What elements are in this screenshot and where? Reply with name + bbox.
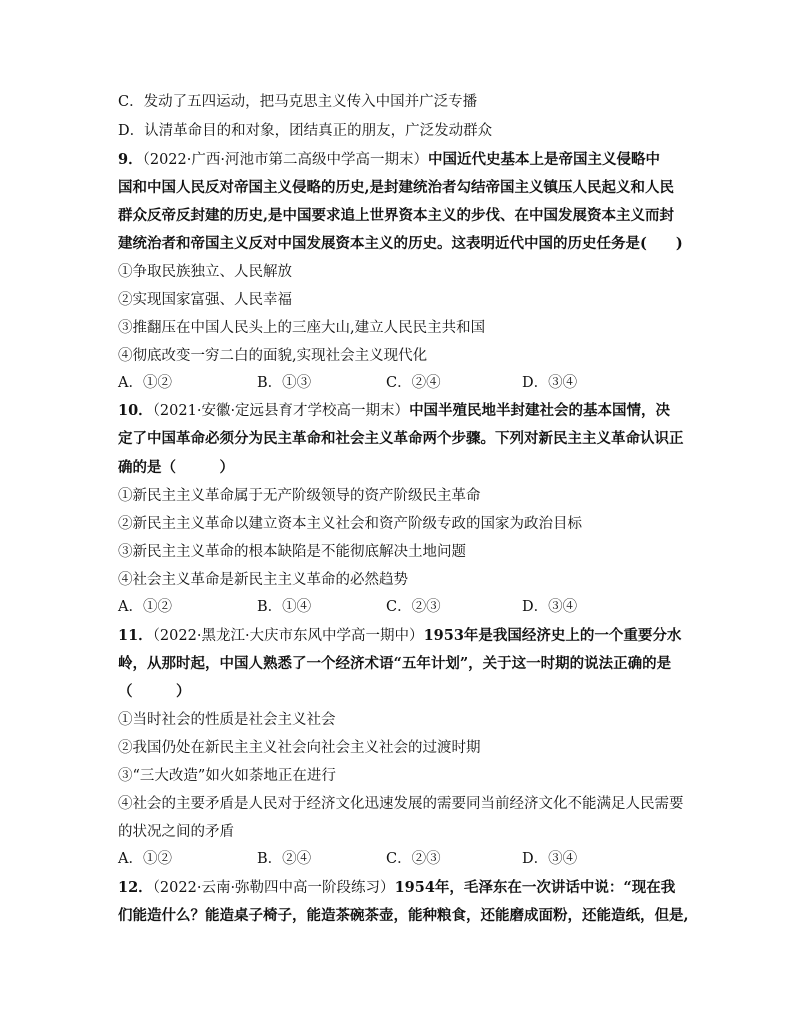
question-11-line-3: （ ） xyxy=(118,683,191,700)
question-9-item-2: ②实现国家富强、人民幸福 xyxy=(118,292,292,308)
question-11-line-2: 岭，从那时起，中国人熟悉了一个经济术语“五年计划”，关于这一时期的说法正确的是 xyxy=(118,655,672,672)
question-11-line-1 xyxy=(118,626,681,646)
question-11-option-c[interactable]: C．②③ xyxy=(386,851,441,867)
question-9-line-1 xyxy=(118,150,660,170)
question-10-number: 10． xyxy=(118,402,153,419)
question-12-text: 1954年，毛泽东在一次讲话中说：“现在我 xyxy=(394,879,676,896)
question-11-text: 1953年是我国经济史上的一个重要分水 xyxy=(423,627,682,644)
question-9-option-a[interactable]: A．①② xyxy=(118,375,172,391)
question-11-option-d[interactable]: D．③④ xyxy=(522,851,578,867)
question-11-number: 11． xyxy=(118,627,153,644)
question-9-text: 中国近代史基本上是帝国主义侵略中 xyxy=(427,151,660,168)
question-10-line-2: 定了中国革命必须分为民主革命和社会主义革命两个步骤。下列对新民主主义革命认识正 xyxy=(118,430,684,447)
question-10-text: 中国半殖民地半封建社会的基本国情，决 xyxy=(409,402,671,419)
prev-option-d: D．认清革命目的和对象，团结真正的朋友，广泛发动群众 xyxy=(118,123,493,139)
question-11-option-b[interactable]: B．②④ xyxy=(257,851,312,867)
question-10-option-d[interactable]: D．③④ xyxy=(522,599,578,615)
question-10-option-c[interactable]: C．②③ xyxy=(386,599,441,615)
question-9-option-c[interactable]: C．②④ xyxy=(386,375,441,391)
question-9-line-3: 群众反帝反封建的历史,是中国要求追上世界资本主义的步伐、在中国发展资本主义而封 xyxy=(118,207,675,224)
question-11-item-4-cont: 的状况之间的矛盾 xyxy=(118,824,234,840)
question-10-line-3: 确的是（ ） xyxy=(118,459,234,476)
question-11-item-4: ④社会的主要矛盾是人民对于经济文化迅速发展的需要同当前经济文化不能满足人民需要 xyxy=(118,796,684,812)
question-9-number: 9． xyxy=(118,151,143,168)
question-11-option-a[interactable]: A．①② xyxy=(118,851,172,867)
question-10-option-b[interactable]: B．①④ xyxy=(257,599,312,615)
question-9-line-4: 建统治者和帝国主义反对中国发展资本主义的历史。这表明近代中国的历史任务是( ) xyxy=(118,235,683,252)
question-9-item-1: ①争取民族独立、人民解放 xyxy=(118,264,292,280)
question-11-item-1: ①当时社会的性质是社会主义社会 xyxy=(118,712,336,728)
question-10-item-1: ①新民主主义革命属于无产阶级领导的资产阶级民主革命 xyxy=(118,488,481,504)
question-12-source: （2022·云南·弥勒四中高一阶段练习） xyxy=(152,880,395,896)
question-11-options xyxy=(118,849,678,869)
question-9-option-d[interactable]: D．③④ xyxy=(522,375,578,391)
question-10-item-2: ②新民主主义革命以建立资本主义社会和资产阶级专政的国家为政治目标 xyxy=(118,516,582,532)
question-11-item-2: ②我国仍处在新民主主义社会向社会主义社会的过渡时期 xyxy=(118,740,481,756)
question-10-item-4: ④社会主义革命是新民主主义革命的必然趋势 xyxy=(118,572,408,588)
question-9-source: （2022·广西·河池市第二高级中学高一期末） xyxy=(142,152,428,168)
question-9-item-3: ③推翻压在中国人民头上的三座大山,建立人民民主共和国 xyxy=(118,320,486,336)
prev-option-c: C．发动了五四运动，把马克思主义传入中国并广泛专播 xyxy=(118,94,478,110)
question-9-options xyxy=(118,373,678,393)
question-9-item-4: ④彻底改变一穷二白的面貌,实现社会主义现代化 xyxy=(118,348,428,364)
question-12-line-2: 们能造什么？能造桌子椅子，能造茶碗茶壶，能种粮食，还能磨成面粉，还能造纸，但是, xyxy=(118,907,689,924)
question-12-line-1 xyxy=(118,878,675,898)
question-9-option-b[interactable]: B．①③ xyxy=(257,375,312,391)
question-10-option-a[interactable]: A．①② xyxy=(118,599,172,615)
question-10-line-1 xyxy=(118,401,670,421)
question-11-source: （2022·黑龙江·大庆市东风中学高一期中） xyxy=(152,628,424,644)
question-10-item-3: ③新民主主义革命的根本缺陷是不能彻底解决土地问题 xyxy=(118,544,466,560)
question-10-source: （2021·安徽·定远县育才学校高一期末） xyxy=(152,403,410,419)
question-10-options xyxy=(118,597,678,617)
question-9-line-2: 国和中国人民反对帝国主义侵略的历史,是封建统治者勾结帝国主义镇压人民起义和人民 xyxy=(118,179,675,196)
question-11-item-3: ③“三大改造”如火如荼地正在进行 xyxy=(118,768,336,784)
question-12-number: 12． xyxy=(118,879,153,896)
